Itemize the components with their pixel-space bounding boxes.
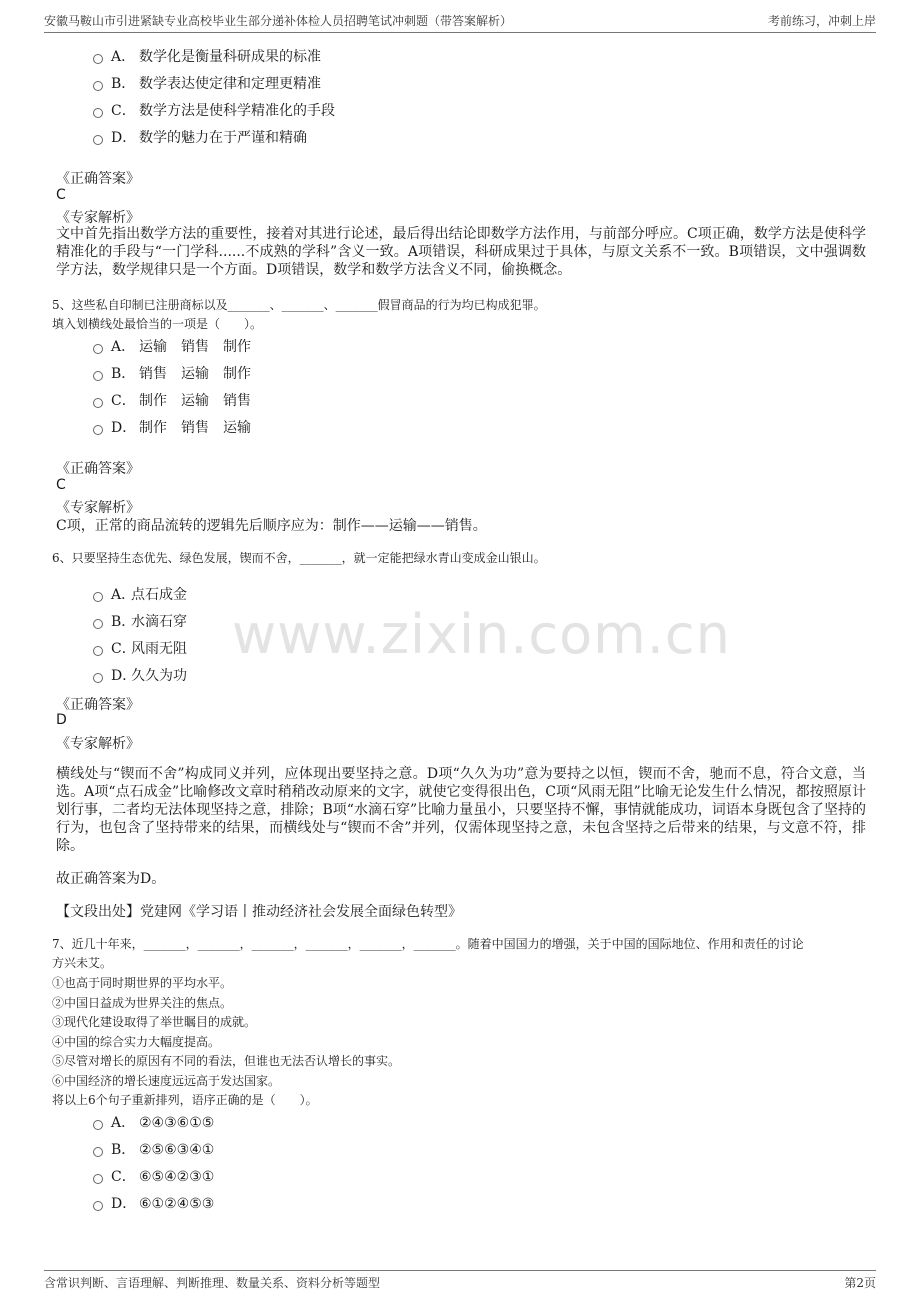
q5-stem: 5、这些私自印制已注册商标以及_______、_______、_______假冒商品的行为均已构成犯罪。: [52, 298, 546, 312]
q4-option-b[interactable]: B． 数学表达使定律和定理更精准: [93, 73, 321, 93]
page-footer: [44, 1270, 876, 1296]
radio-icon[interactable]: [93, 135, 103, 145]
page-number: 第2页: [844, 1276, 876, 1290]
q7-option-c[interactable]: C． ⑥⑤④②③①: [93, 1166, 214, 1186]
q6-option-a[interactable]: A．点石成金: [93, 584, 187, 604]
q7-sentence-5: ⑤尽管对增长的原因有不同的看法，但谁也无法否认增长的事实。: [52, 1054, 401, 1068]
q5-analysis-label: 《专家解析》: [56, 500, 140, 516]
q5-option-d[interactable]: D． 制作 销售 运输: [93, 417, 251, 437]
radio-icon[interactable]: [93, 673, 103, 683]
q4-option-c[interactable]: C． 数学方法是使科学精准化的手段: [93, 100, 335, 120]
radio-icon[interactable]: [93, 108, 103, 118]
q6-answer: D: [56, 712, 67, 728]
header-slogan: 考前练习，冲刺上岸: [767, 14, 876, 28]
q5-analysis: C项，正常的商品流转的逻辑先后顺序应为：制作——运输——销售。: [56, 518, 487, 534]
radio-icon[interactable]: [93, 592, 103, 602]
q5-option-b[interactable]: B． 销售 运输 制作: [93, 363, 251, 383]
radio-icon[interactable]: [93, 1174, 103, 1184]
q7-stem: 7、近几十年来，_______，_______，_______，_______，_______，_______。随着中国国力的增强，关于中国的国际地位、作用和责任的讨论: [52, 937, 804, 951]
radio-icon[interactable]: [93, 1201, 103, 1211]
radio-icon[interactable]: [93, 1147, 103, 1157]
q5-prompt: 填入划横线处最恰当的一项是（ ）。: [52, 317, 263, 331]
q7-option-a[interactable]: A． ②④③⑥①⑤: [93, 1112, 214, 1132]
radio-icon[interactable]: [93, 1120, 103, 1130]
q7-option-b[interactable]: B． ②⑤⑥③④①: [93, 1139, 214, 1159]
q4-answer: C: [56, 187, 66, 203]
page-header: [44, 12, 876, 33]
footer-description: 含常识判断、言语理解、判断推理、数量关系、资料分析等题型: [44, 1276, 381, 1290]
q6-option-d[interactable]: D．久久为功: [93, 665, 187, 685]
q5-answer: C: [56, 477, 66, 493]
q5-answer-label: 《正确答案》: [56, 461, 140, 477]
q6-conclusion: 故正确答案为D。: [56, 871, 166, 887]
radio-icon[interactable]: [93, 425, 103, 435]
q6-answer-label: 《正确答案》: [56, 697, 140, 713]
radio-icon[interactable]: [93, 81, 103, 91]
q7-sentence-2: ②中国日益成为世界关注的焦点。: [52, 996, 233, 1010]
q6-analysis-label: 《专家解析》: [56, 736, 140, 752]
q6-analysis: 横线处与“锲而不舍”构成同义并列，应体现出要坚持之意。D项“久久为功”意为要持之以恒，锲而不舍，驰而不息，符合文意，当选。A项“点石成金”比喻修改文章时稍稍改动原来的文字，就使它变得很出色，C项“风雨无阻”比喻无论发生什么情况，都按照原计划行事，二者均无法体现坚持之意，排除；B项“水滴石穿”比喻力量虽小，只要坚持不懈，事情就能成功，词语本身既包含了坚持的行为，也包含了坚持带来的结果，而横线处与“锲而不舍”并列，仅需体现坚持之意，未包含坚持之后带来的结果，与文意不符，排除。: [56, 766, 866, 854]
radio-icon[interactable]: [93, 344, 103, 354]
q7-sentence-4: ④中国的综合实力大幅度提高。: [52, 1035, 221, 1049]
q7-sentence-6: ⑥中国经济的增长速度远远高于发达国家。: [52, 1074, 281, 1088]
q7-sentence-1: ①也高于同时期世界的平均水平。: [52, 976, 233, 990]
q6-option-b[interactable]: B．水滴石穿: [93, 611, 187, 631]
radio-icon[interactable]: [93, 54, 103, 64]
radio-icon[interactable]: [93, 619, 103, 629]
watermark: www.zixin.com.cn: [232, 603, 731, 666]
q4-analysis: 文中首先指出数学方法的重要性，接着对其进行论述，最后得出结论即数学方法作用，与前部分呼应。C项正确，数学方法是使科学精准化的手段与“一门学科......不成熟的学科”含义一致。A项错误，科研成果过于具体，与原文关系不一致。B项错误，文中强调数学方法，数学规律只是一个方面。D项错误，数学和数学方法含义不同，偷换概念。: [56, 226, 866, 278]
q4-option-d[interactable]: D． 数学的魅力在于严谨和精确: [93, 127, 307, 147]
q6-stem: 6、只要坚持生态优先、绿色发展，锲而不舍，_______，就一定能把绿水青山变成金山银山。: [52, 551, 546, 565]
q5-option-a[interactable]: A． 运输 销售 制作: [93, 336, 251, 356]
radio-icon[interactable]: [93, 398, 103, 408]
radio-icon[interactable]: [93, 371, 103, 381]
q6-option-c[interactable]: C．风雨无阻: [93, 638, 187, 658]
q5-option-c[interactable]: C． 制作 运输 销售: [93, 390, 251, 410]
radio-icon[interactable]: [93, 646, 103, 656]
q7-prompt: 将以上6个句子重新排列，语序正确的是（ ）。: [52, 1093, 318, 1107]
q7-option-d[interactable]: D． ⑥①②④⑤③: [93, 1193, 214, 1213]
q4-option-a[interactable]: A． 数学化是衡量科研成果的标准: [93, 46, 321, 66]
q7-sentence-3: ③现代化建设取得了举世瞩目的成就。: [52, 1015, 257, 1029]
q7-stem-cont: 方兴未艾。: [52, 956, 113, 970]
q6-source: 【文段出处】党建网《学习语丨推动经济社会发展全面绿色转型》: [56, 904, 462, 920]
q4-analysis-label: 《专家解析》: [56, 210, 140, 226]
q4-answer-label: 《正确答案》: [56, 171, 140, 187]
document-title: 安徽马鞍山市引进紧缺专业高校毕业生部分递补体检人员招聘笔试冲刺题（带答案解析）: [44, 14, 513, 28]
